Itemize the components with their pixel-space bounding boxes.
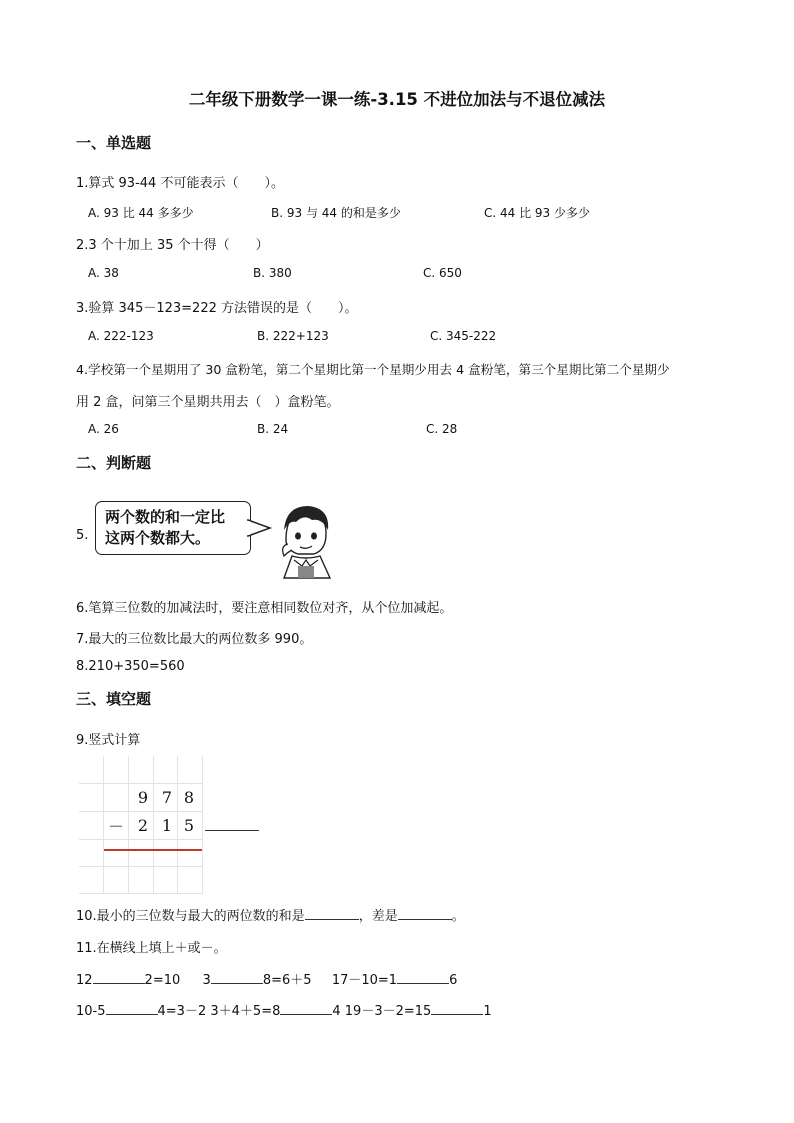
question-4-line-1: 4.学校第一个星期用了 30 盒粉笔，第二个星期比第一个星期少用去 4 盒粉笔，第三个星期比第二个星期少 — [76, 362, 670, 377]
question-10 — [76, 905, 465, 924]
q11-r1-item-1-left: 12 — [76, 973, 93, 988]
grid-cell — [154, 756, 178, 784]
minuend-hundreds-digit: 9 — [137, 788, 149, 807]
grid-cell — [129, 867, 154, 894]
grid-cell — [104, 784, 129, 812]
speech-bubble-line-2: 这两个数都大。 — [105, 529, 211, 547]
page-title: 二年级下册数学一课一练-3.15 不进位加法与不退位减法 — [188, 90, 606, 109]
q11-r2-item-1-right: 4=3－2 — [157, 1004, 207, 1019]
speech-bubble-text — [105, 507, 225, 549]
vertical-calculation-grid — [79, 756, 203, 894]
q11-r1-item-1-right: 2=10 — [144, 973, 181, 988]
q4-option-a: A. 26 — [88, 422, 119, 436]
q10-text-part-1: 10.最小的三位数与最大的两位数的和是 — [76, 909, 305, 924]
sum-line — [104, 849, 202, 851]
q11-r2-item-3-right: 1 — [483, 1004, 492, 1019]
operator-blank[interactable] — [397, 971, 449, 984]
q11-r1-item-3-left: 17－10=1 — [331, 973, 398, 988]
operator-blank[interactable] — [93, 971, 145, 984]
grid-cell — [129, 756, 154, 784]
q11-r2-item-2-left: 3＋4＋5=8 — [210, 1004, 281, 1019]
operator-blank[interactable] — [211, 971, 263, 984]
question-4-line-2: 用 2 盒，问第三个星期共用去（ ）盒粉笔。 — [76, 395, 340, 410]
grid-cell — [104, 840, 129, 867]
q11-r2-item-2-right: 4 — [332, 1004, 341, 1019]
question-11: 11.在横线上填上＋或－。 — [76, 941, 227, 956]
q1-option-c: C. 44 比 93 少多少 — [484, 206, 590, 220]
q10-text-part-2: ，差是 — [358, 909, 398, 924]
grid-cell — [178, 756, 203, 784]
q2-option-a: A. 38 — [88, 266, 119, 280]
question-3: 3.验算 345－123=222 方法错误的是（ ）。 — [76, 301, 358, 316]
q11-row-2 — [76, 1000, 492, 1019]
minuend-ones-digit: 8 — [183, 788, 195, 807]
q10-text-part-3: 。 — [451, 909, 465, 924]
operator-blank[interactable] — [106, 1002, 158, 1015]
q1-option-b: B. 93 与 44 的和是多少 — [271, 206, 401, 220]
section-heading-fill-in: 三、填空题 — [76, 690, 152, 708]
operator-blank[interactable] — [280, 1002, 332, 1015]
minus-sign: － — [107, 817, 124, 836]
operator-blank[interactable] — [431, 1002, 483, 1015]
question-7: 7.最大的三位数比最大的两位数多 990。 — [76, 632, 313, 647]
question-9: 9.竖式计算 — [76, 733, 141, 748]
grid-cell — [104, 756, 129, 784]
grid-cell — [104, 867, 129, 894]
grid-cell — [178, 840, 203, 867]
q3-option-a: A. 222-123 — [88, 329, 154, 343]
answer-blank-difference[interactable] — [398, 907, 452, 920]
section-heading-single-choice: 一、单选题 — [76, 134, 152, 152]
question-8: 8.210+350=560 — [76, 659, 185, 674]
subtrahend-hundreds-digit: 2 — [137, 816, 149, 835]
grid-cell — [79, 812, 104, 840]
grid-cell — [79, 867, 104, 894]
q11-r1-item-2-right: 8=6＋5 — [262, 973, 312, 988]
q2-option-b: B. 380 — [253, 266, 292, 280]
boy-illustration — [268, 500, 336, 580]
minuend-tens-digit: 7 — [161, 788, 173, 807]
answer-blank-q9[interactable] — [205, 830, 259, 831]
q11-r2-item-3-left: 19－3－2=15 — [344, 1004, 432, 1019]
question-2: 2.3 个十加上 35 个十得（ ） — [76, 238, 269, 253]
q2-option-c: C. 650 — [423, 266, 462, 280]
q3-option-c: C. 345-222 — [430, 329, 497, 343]
grid-cell — [79, 756, 104, 784]
grid-cell — [154, 867, 178, 894]
q4-option-c: C. 28 — [426, 422, 458, 436]
q1-option-a: A. 93 比 44 多多少 — [88, 206, 194, 220]
grid-cell — [129, 840, 154, 867]
section-heading-true-false: 二、判断题 — [76, 454, 152, 472]
q11-r1-item-3-right: 6 — [449, 973, 458, 988]
question-1: 1.算式 93-44 不可能表示（ ）。 — [76, 176, 284, 191]
question-6: 6.笔算三位数的加减法时，要注意相同数位对齐，从个位加减起。 — [76, 601, 453, 616]
grid-cell — [79, 840, 104, 867]
q11-r1-item-2-left: 3 — [202, 973, 211, 988]
question-5-number: 5. — [76, 528, 89, 543]
q11-r2-item-1-left: 10-5 — [76, 1004, 106, 1019]
subtrahend-tens-digit: 1 — [161, 816, 173, 835]
grid-cell — [79, 784, 104, 812]
answer-blank-sum[interactable] — [305, 907, 359, 920]
grid-cell — [154, 840, 178, 867]
q4-option-b: B. 24 — [257, 422, 289, 436]
subtrahend-ones-digit: 5 — [183, 816, 195, 835]
q3-option-b: B. 222+123 — [257, 329, 329, 343]
q11-row-1 — [76, 969, 457, 988]
speech-bubble-line-1: 两个数的和一定比 — [105, 508, 226, 526]
grid-cell — [178, 867, 203, 894]
